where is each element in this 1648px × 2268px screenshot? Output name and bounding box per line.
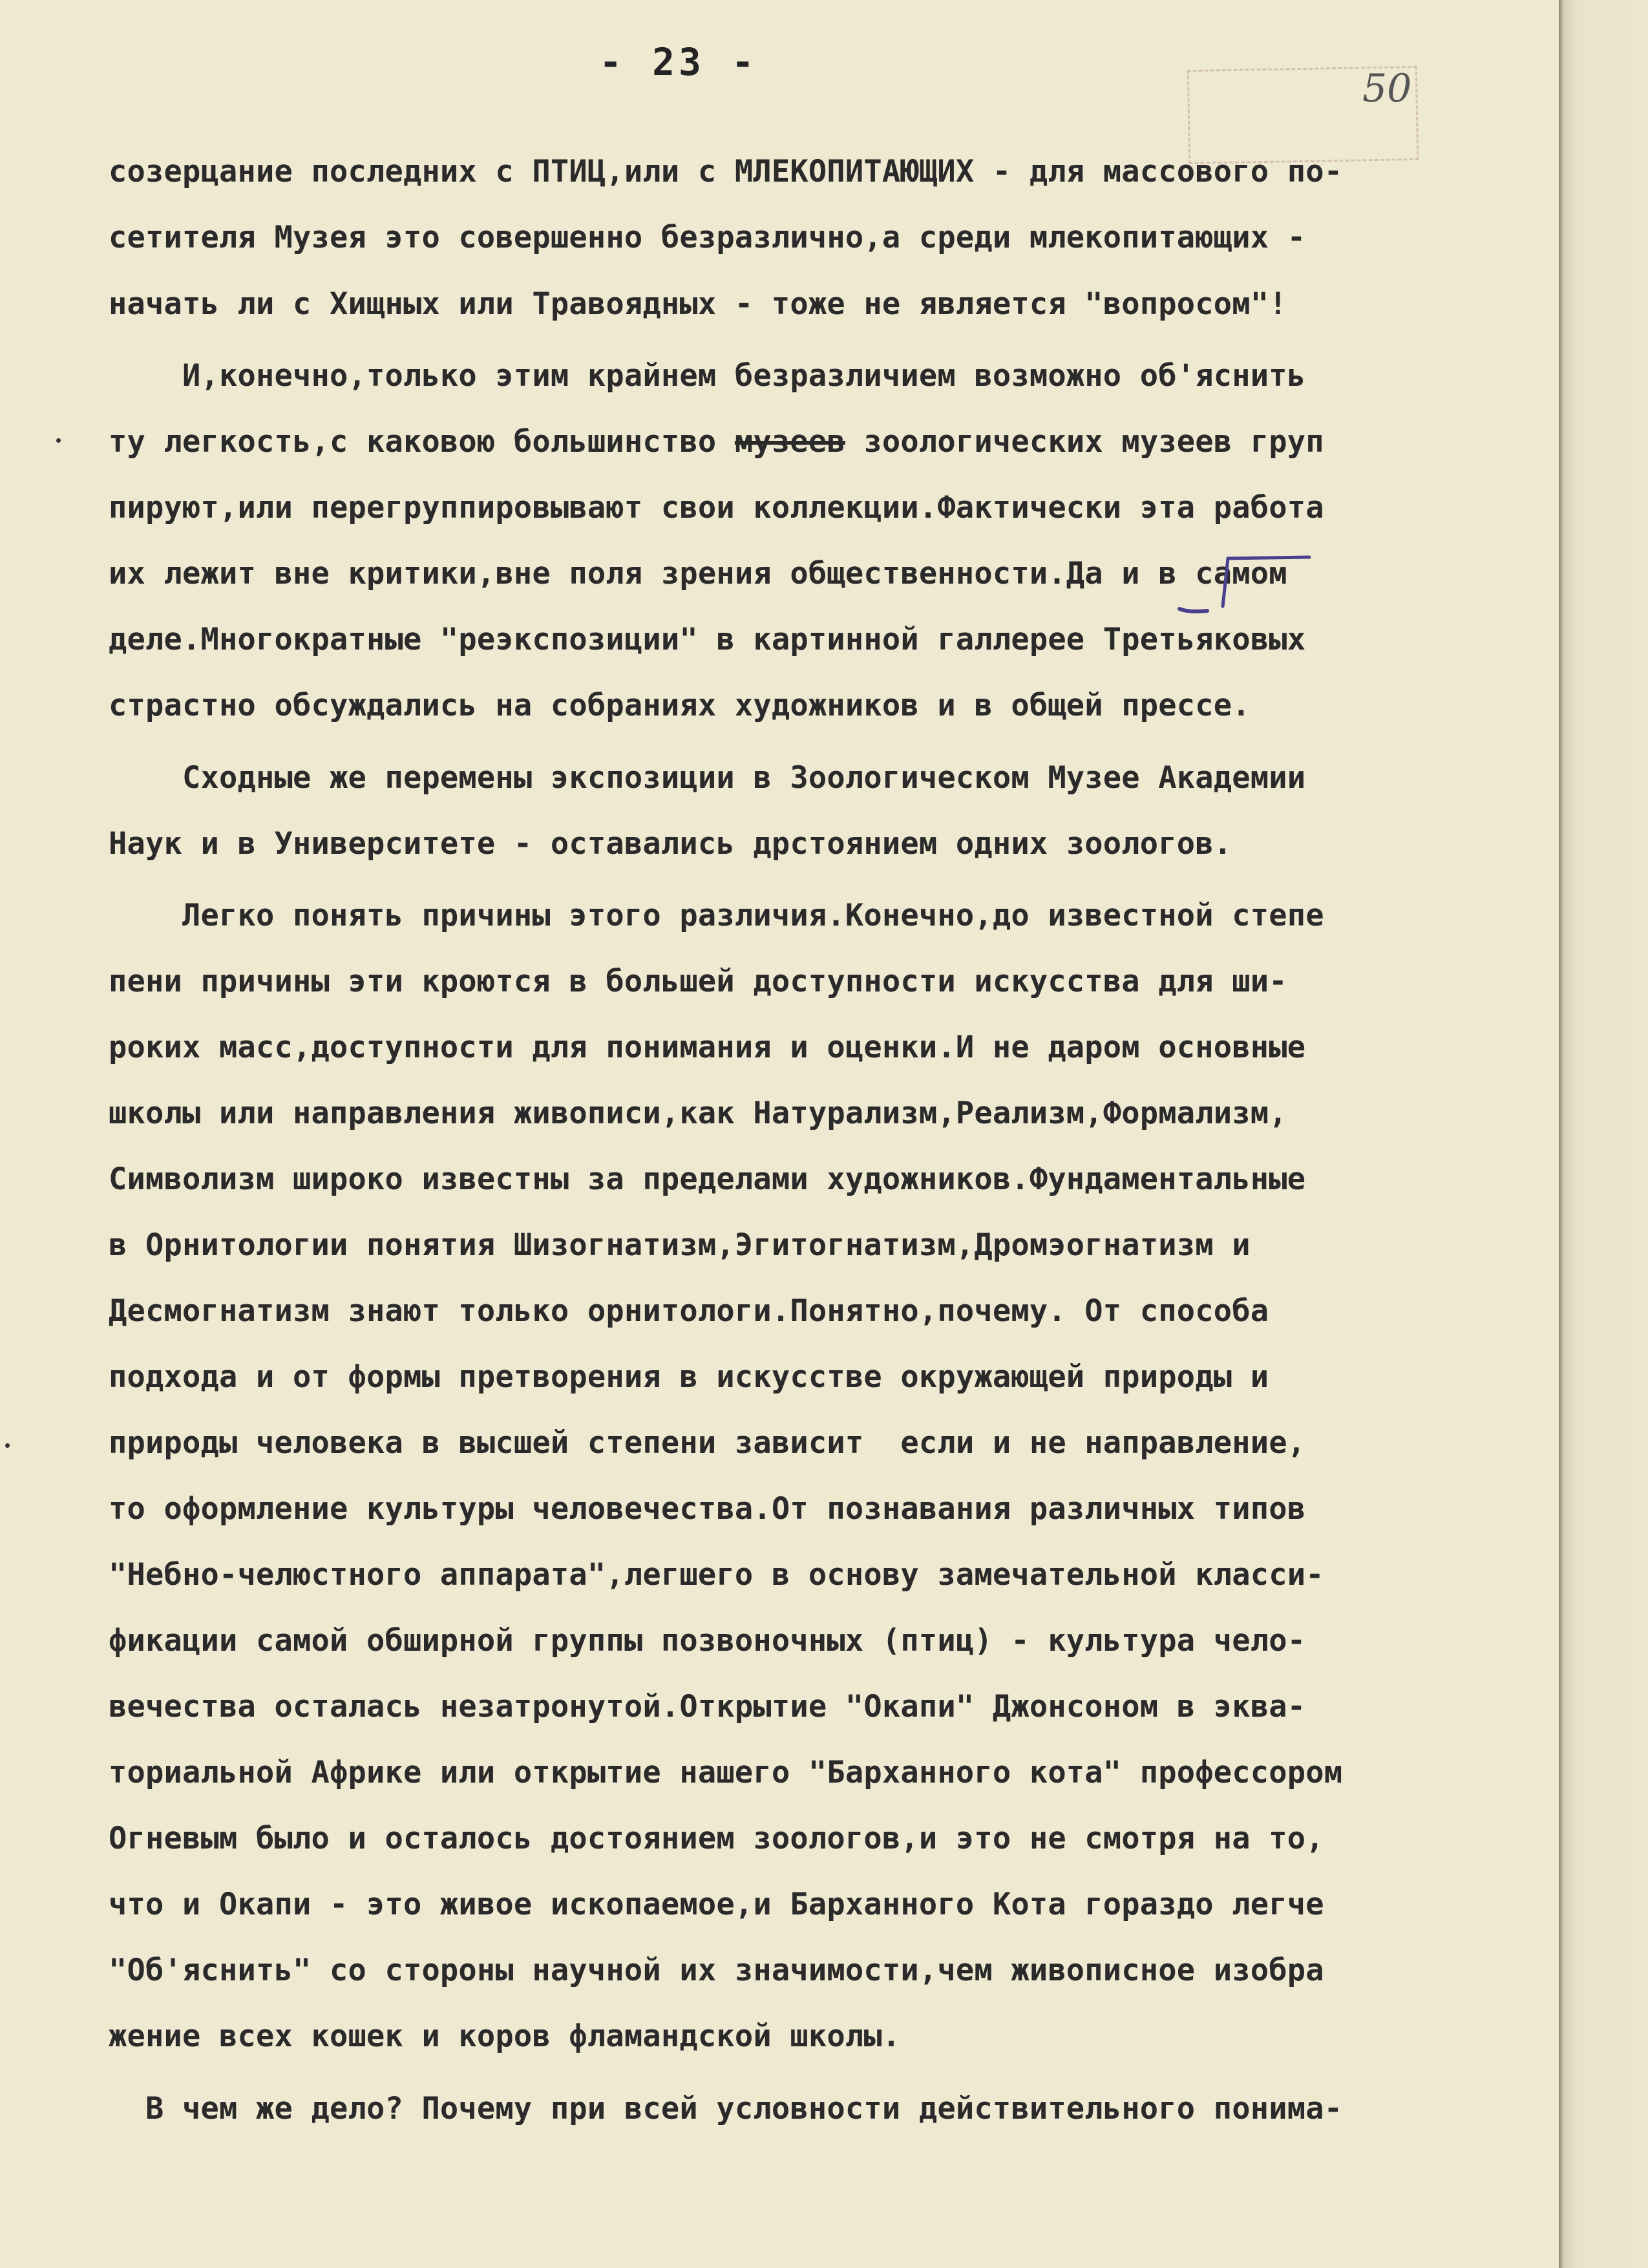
text-line: Сходные же перемены экспозиции в Зоологическом Музее Академии [109,760,1306,796]
text-line: "Небно-челюстного аппарата",легшего в основу замечательной класси- [109,1557,1324,1593]
text-line: Огневым было и осталось достоянием зоологов,и это не смотря на то, [109,1821,1324,1856]
text-line: что и Окапи - это живое ископаемое,и Барханного Кота гораздо легче [109,1887,1324,1922]
text-line: Десмогнатизм знают только орнитологи.Понятно,почему. От способа [109,1293,1269,1329]
scanner-edge [1559,0,1648,2268]
text-line: фикации самой обширной группы позвоночных (птиц) - культура чело- [109,1623,1306,1659]
text-line: страстно обсуждались на собраниях художников и в общей прессе. [109,688,1251,723]
text-line: вечества осталась незатронутой.Открытие "Окапи" Джонсоном в эква- [109,1689,1306,1724]
text-line: Наук и в Университете - оставались дрстоянием одних зоологов. [109,826,1232,862]
text-line: начать ли с Хищных или Травоядных - тоже не является "вопросом"! [109,286,1287,322]
page-number: - 23 - [599,40,758,84]
text-line: созерцание последних с ПТИЦ,или с МЛЕКОПИТАЮЩИХ - для массового по- [109,154,1343,189]
text-line: сетителя Музея это совершенно безразлично,а среди млекопитающих - [109,220,1306,255]
text-line: природы человека в высшей степени зависит если и не направление, [109,1425,1306,1461]
text-line: ториальной Африке или открытие нашего "Барханного кота" профессором [109,1755,1343,1790]
text-line-start: ту легкость,с каковою большинство [109,424,735,460]
text-line: роких масс,доступности для понимания и оценки.И не даром основные [109,1030,1306,1065]
text-line: в Орнитологии понятия Шизогнатизм,Эгитогнатизм,Дромэогнатизм и [109,1227,1251,1263]
margin-dot [56,438,61,443]
text-line: их лежит вне критики,вне поля зрения общественности.Да и в самом [109,556,1287,591]
paragraph-mark [1176,549,1344,620]
text-line: "Об'яснить" со стороны научной их значимости,чем живописное изобра [109,1953,1324,1988]
text-line: подхода и от формы претворения в искусстве окружающей природы и [109,1359,1269,1395]
margin-dot [5,1443,10,1448]
text-line: И,конечно,только этим крайнем безразличием возможно об'яснить [109,358,1306,394]
text-line [109,424,1324,460]
text-line: то оформление культуры человечества.От познавания различных типов [109,1491,1306,1527]
struck-word: музеев [734,424,845,460]
text-line: школы или направления живописи,как Натурализм,Реализм,Формализм, [109,1096,1287,1131]
text-line: В чем же дело? Почему при всей условности действительного понима- [109,2091,1343,2126]
text-line: жение всех кошек и коров фламандской школы. [109,2019,901,2054]
archive-number: 50 [1362,66,1412,111]
text-line-end: зоологических музеев груп [845,424,1324,460]
text-line: Легко понять причины этого различия.Конечно,до известной степе [109,898,1324,933]
text-line: пируют,или перегруппировывают свои коллекции.Фактически эта работа [109,490,1324,525]
text-line: Символизм широко известны за пределами художников.Фундаментальные [109,1161,1306,1197]
text-line: пени причины эти кроются в большей доступности искусства для ши- [109,964,1287,999]
text-line: деле.Многократные "реэкспозиции" в картинной галлерее Третьяковых [109,622,1306,657]
